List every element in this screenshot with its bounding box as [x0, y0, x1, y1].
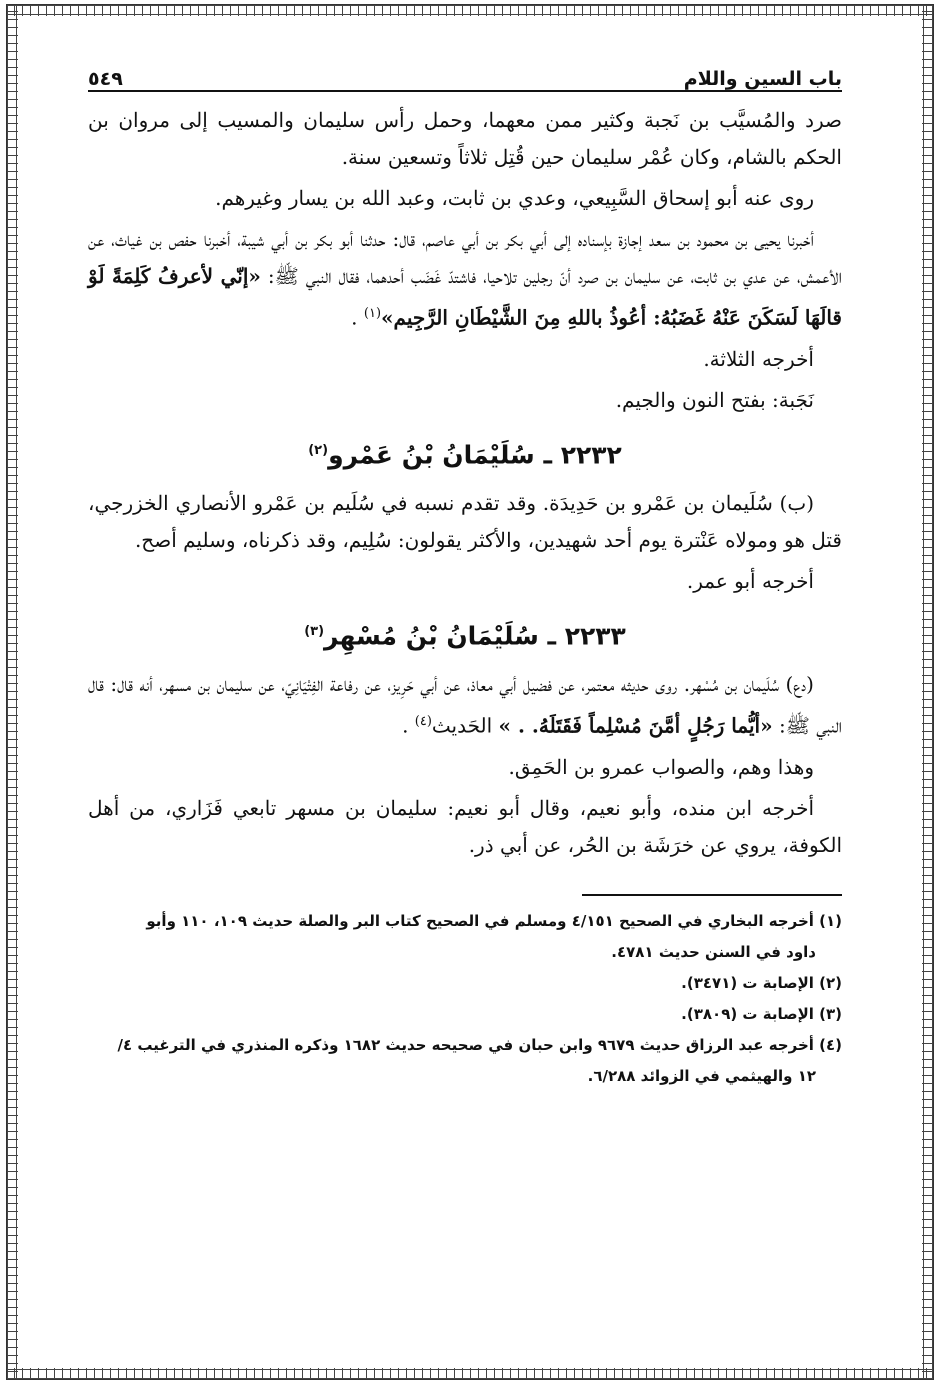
paragraph-8-end: .	[402, 713, 415, 738]
hadith-quote-2: «أيُّما رَجُلٍ أمَّنَ مُسْلِماً فَقَتَلَهُ. . »	[498, 713, 773, 738]
entry-heading-2233-text: ٢٢٣٣ ـ سُلَيْمَانُ بْنُ مُسْهِر	[324, 621, 626, 651]
page-number: ٥٤٩	[88, 68, 123, 90]
entry-heading-2232	[88, 431, 842, 475]
paragraph-3-end: .	[351, 305, 364, 330]
footnote-4-line-1: (٤) أخرجه عبد الرزاق حديث ٩٦٧٩ وابن حبان في صحيحه حديث ١٦٨٢ وذكره المنذري في الترغيب ٤/	[117, 1035, 842, 1054]
footnote-ref-1: (١)	[363, 306, 382, 321]
paragraph-7: أخرجه أبو عمر.	[686, 568, 814, 593]
hadith-quote-1: «إنّي لأعرفُ كَلِمَةً لَوْ قالَهَا لَسَكَنَ عَنْهُ غَضَبُهُ: أعُوذُ باللهِ مِنَ الشَّيْطَانِ الرَّجِيم»	[88, 264, 842, 330]
paragraph-8	[88, 666, 842, 745]
paragraph-8-tail: الحَديث	[431, 713, 499, 738]
footnote-ref-4: (٤)	[414, 714, 432, 730]
page-header	[88, 60, 842, 92]
footnote-ref-3: (٣)	[304, 623, 325, 639]
entry-heading-2232-text: ٢٢٣٢ ـ سُلَيْمَانُ بْنُ عَمْرو	[328, 439, 622, 469]
running-title: باب السين واللام	[683, 68, 842, 90]
paragraph-3	[88, 221, 842, 337]
paragraph-5: نَجَبة: بفتح النون والجيم.	[615, 387, 814, 412]
paragraph-1: صرد والمُسيَّب بن نَجبة وكثير ممن معهما، وحمل رأس سليمان والمسيب إلى مروان بن الحكم بالشام، وكان عُمْر سليمان حين قُتِل ثلاثاً وتسعين سنة.	[88, 108, 842, 169]
footnote-2: (٢) الإصابة ت (٣٤٧١).	[681, 973, 842, 992]
footnote-1-line-1: (١) أخرجه البخاري في الصحيح ٤/١٥١ ومسلم في الصحيح كتاب البر والصلة حديث ١٠٩، ١١٠ وأبو	[146, 911, 842, 930]
footnote-3: (٣) الإصابة ت (٣٨٠٩).	[681, 1004, 842, 1023]
paragraph-10: أخرجه ابن منده، وأبو نعيم، وقال أبو نعيم: سليمان بن مسهر تابعي فَزَاري، من أهل الكوفة، يروي عن خرَشَة بن الحُر، عن أبي ذر.	[88, 795, 842, 857]
paragraph-3-text: أخبرنا يحيى بن محمود بن سعد إجازة بإسناده إلى أبي بكر بن أبي عاصم، قال: حدثنا أبو بكر بن أبي شيبة، أخبرنا حفص بن غياث، عن الأعمش، عن عدي بن ثابت، عن سليمان بن صرد أنّ رجلين تلاحيا، فاشتدّ غَضَب أحدهما، فقال النبي ﷺ:	[88, 227, 842, 288]
entry-heading-2233	[88, 612, 842, 656]
paragraph-6: (ب) سُلَيمان بن عَمْرو بن حَدِيدَة. وقد تقدم نسبه في سُلَيم بن عَمْرو الأنصاري الخزرجي، قتل هو ومولاه عَنْترة يوم أحد شهيدين، والأكثر يقولون: سُلِيم، وقد ذكرناه، وسليم أصح.	[88, 490, 842, 552]
footnote-separator	[582, 894, 842, 896]
paragraph-2: روى عنه أبو إسحاق السَّبِيعي، وعدي بن ثابت، وعبد الله بن يسار وغيرهم.	[215, 186, 814, 210]
footnote-1-line-2: داود في السنن حديث ٤٧٨١.	[611, 942, 816, 961]
paragraph-8-text: (دع) سُلَيمان بن مُسْهر. روى حديثه معتمر، عن فضيل أبي معاذ، عن أبي حَرِيز، عن رفاعة الفِتْيَانِيّ، عن سليمان بن مسهر، أنه قال: قال النبي ﷺ:	[88, 672, 842, 738]
paragraph-4: أخرجه الثلاثة.	[703, 346, 814, 371]
paragraph-9: وهذا وهم، والصواب عمرو بن الحَمِق.	[508, 754, 814, 779]
footnote-ref-2: (٢)	[308, 442, 329, 458]
footnote-4-line-2: ١٢ والهيثمي في الزوائد ٦/٢٨٨.	[587, 1066, 816, 1085]
book-page	[88, 60, 842, 1092]
